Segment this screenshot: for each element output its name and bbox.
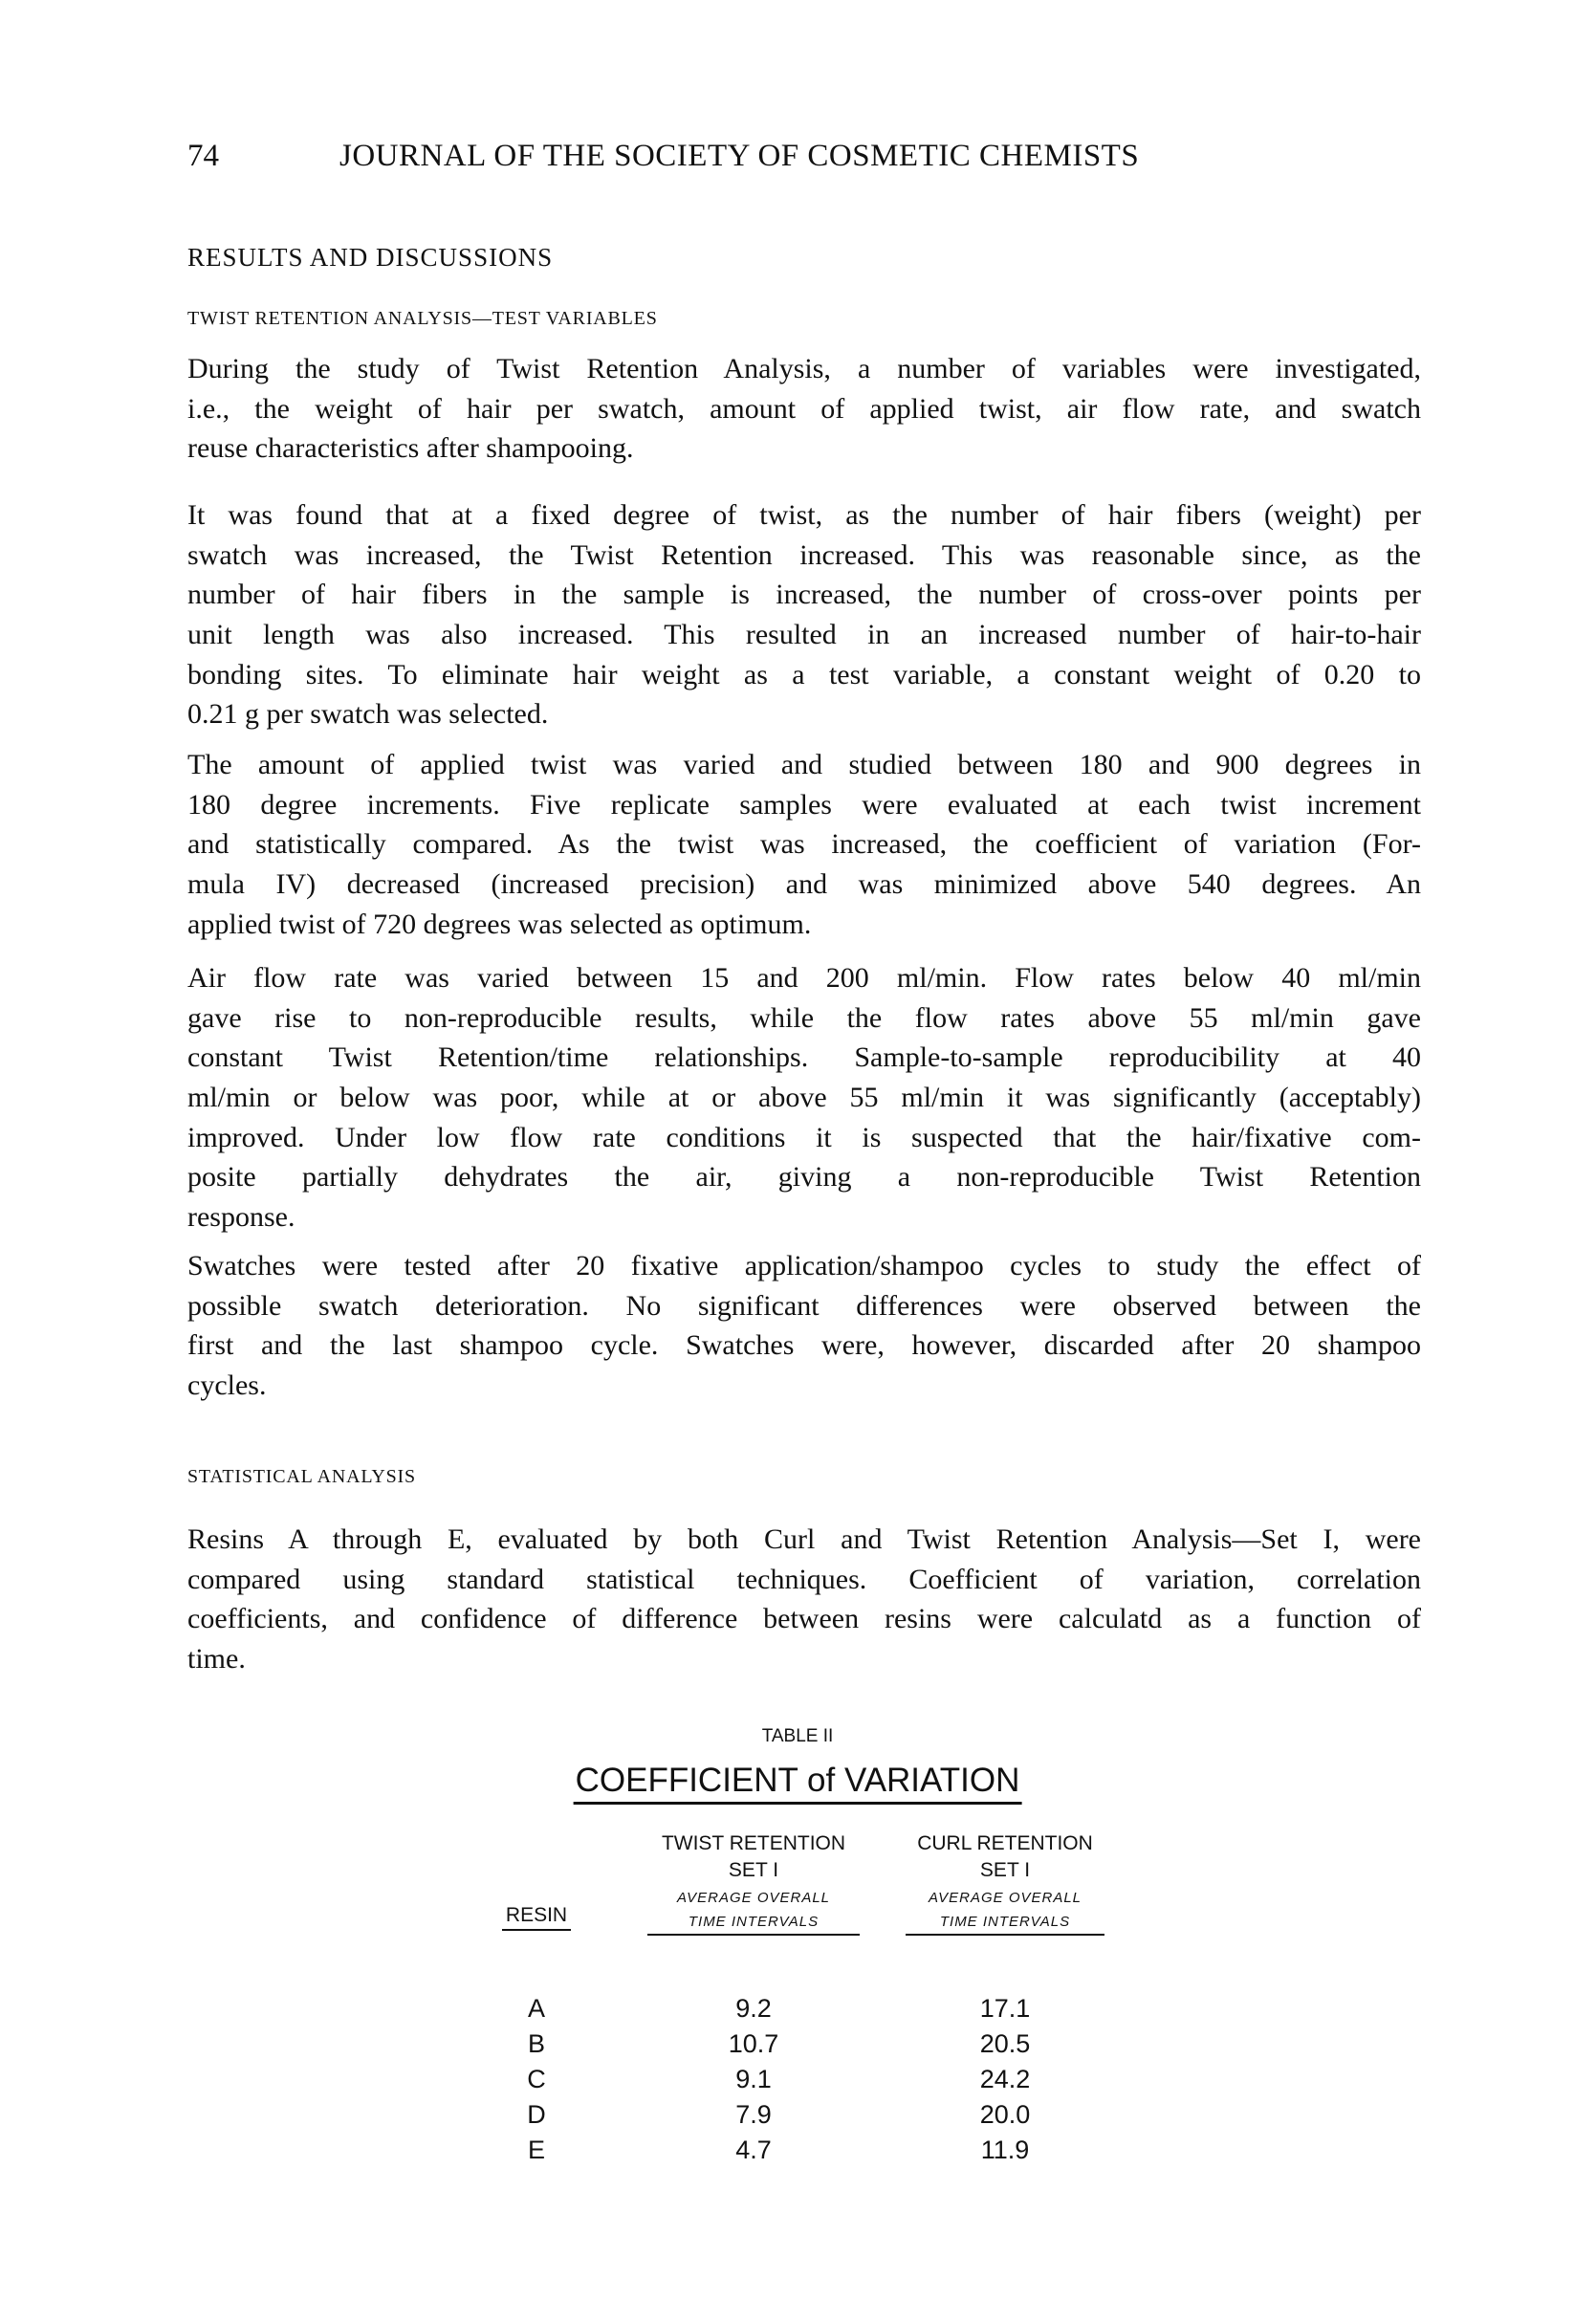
subheader-line: TIME INTERVALS — [688, 1914, 820, 1930]
table-cell-resin: A — [527, 1994, 546, 2023]
paragraph-line: time. — [187, 1643, 246, 1676]
header-line: CURL RETENTION — [917, 1832, 1093, 1854]
table-cell-curl: 24.2 — [979, 2065, 1031, 2093]
paragraph-line: 0.21 g per swatch was selected. — [187, 698, 549, 731]
table-cell-curl: 20.5 — [979, 2029, 1031, 2058]
table-cell-curl: 20.0 — [979, 2100, 1031, 2129]
paragraph-line: bonding sites. To eliminate hair weight as a test variable, a constant weight of 0.20 to — [187, 658, 1421, 690]
paragraph-line: compared using standard statistical techniques. Coefficient of variation, correlation — [187, 1563, 1421, 1595]
paragraph-line: During the study of Twist Retention Analysis, a number of variables were investigated, — [187, 353, 1421, 384]
paragraph-line: It was found that at a fixed degree of twist, as the number of hair fibers (weight) per — [187, 499, 1421, 531]
subheader-line: AVERAGE OVERALL — [676, 1890, 831, 1906]
paragraph-line: posite partially dehydrates the air, giving a non-reproducible Twist Retention — [187, 1161, 1421, 1194]
paragraph-line: and statistically compared. As the twist was increased, the coefficient of variation (For- — [187, 828, 1421, 861]
table-cell-twist: 7.9 — [735, 2100, 772, 2129]
paragraph-line: first and the last shampoo cycle. Swatches were, however, discarded after 20 shampoo — [187, 1329, 1421, 1362]
table-cell-curl: 11.9 — [980, 2136, 1030, 2164]
paragraph-line: unit length was also increased. This resulted in an increased number of hair-to-hair — [187, 619, 1421, 651]
table-cell-curl: 17.1 — [979, 1994, 1031, 2023]
column-subheader-curl — [906, 1886, 1104, 1936]
paragraph-line: 180 degree increments. Five replicate samples were evaluated at each twist increment — [187, 788, 1421, 821]
paragraph-line: constant Twist Retention/time relationships. Sample-to-sample reproducibility at 40 — [187, 1041, 1421, 1074]
subsection-title-statistical-analysis: STATISTICAL ANALYSIS — [187, 1466, 416, 1487]
paragraph-line: improved. Under low flow rate conditions it is suspected that the hair/fixative com- — [187, 1121, 1421, 1153]
paragraph-line: swatch was increased, the Twist Retention increased. This was reasonable since, as the — [187, 538, 1421, 571]
paragraph-line: ml/min or below was poor, while at or above 55 ml/min it was significantly (acceptably) — [187, 1082, 1421, 1114]
paragraph-line: response. — [187, 1201, 295, 1234]
paragraph-line: applied twist of 720 degrees was selected as optimum. — [187, 908, 812, 940]
table-title: COEFFICIENT of VARIATION — [574, 1762, 1022, 1805]
table-cell-resin: C — [527, 2065, 546, 2093]
header-line: TWIST RETENTION — [661, 1832, 846, 1854]
subsection-title-test-variables: TWIST RETENTION ANALYSIS—TEST VARIABLES — [187, 308, 658, 329]
section-title: RESULTS AND DISCUSSIONS — [187, 243, 554, 272]
subheader-line: AVERAGE OVERALL — [928, 1890, 1082, 1906]
table-caption: TABLE II — [761, 1726, 834, 1746]
column-subheader-twist — [647, 1886, 860, 1936]
table-cell-resin: B — [527, 2029, 546, 2058]
paragraph-line: Resins A through E, evaluated by both Curl and Twist Retention Analysis—Set I, were — [187, 1523, 1421, 1555]
paragraph — [187, 495, 1421, 734]
paragraph-line: i.e., the weight of hair per swatch, amount of applied twist, air flow rate, and swatch — [187, 392, 1421, 425]
header-line: SET I — [979, 1859, 1031, 1881]
paragraph — [187, 349, 1421, 469]
paragraph-line: possible swatch deterioration. No significant differences were observed between the — [187, 1289, 1421, 1322]
paragraph-line: The amount of applied twist was varied and studied between 180 and 900 degrees in — [187, 749, 1421, 780]
paragraph — [187, 1246, 1421, 1406]
column-header-twist — [662, 1830, 845, 1884]
column-header-resin: RESIN — [502, 1902, 571, 1931]
column-header-curl — [917, 1830, 1093, 1884]
paragraph-line: cycles. — [187, 1369, 267, 1402]
paragraph — [187, 745, 1421, 944]
table-cell-twist: 9.1 — [735, 2065, 772, 2093]
paragraph-line: gave rise to non-reproducible results, while the flow rates above 55 ml/min gave — [187, 1001, 1421, 1034]
paragraph-line: reuse characteristics after shampooing. — [187, 432, 634, 465]
paragraph-line: number of hair fibers in the sample is increased, the number of cross-over points per — [187, 579, 1421, 611]
table-cell-twist: 4.7 — [735, 2136, 772, 2164]
table-cell-twist: 10.7 — [728, 2029, 779, 2058]
table-cell-resin: D — [527, 2100, 546, 2129]
paragraph — [187, 1520, 1421, 1679]
paragraph-line: Air flow rate was varied between 15 and 200 ml/min. Flow rates below 40 ml/min — [187, 962, 1421, 994]
paragraph-line: Swatches were tested after 20 fixative application/shampoo cycles to study the effect of — [187, 1250, 1421, 1281]
paragraph-line: coefficients, and confidence of difference between resins were calculatd as a function of — [187, 1603, 1421, 1635]
page-number: 74 — [187, 139, 219, 173]
table-cell-twist: 9.2 — [735, 1994, 772, 2023]
header-line: SET I — [728, 1859, 779, 1881]
journal-title: JOURNAL OF THE SOCIETY OF COSMETIC CHEMISTS — [339, 139, 1140, 173]
table-cell-resin: E — [527, 2136, 546, 2164]
subheader-line: TIME INTERVALS — [939, 1914, 1071, 1930]
paragraph — [187, 958, 1421, 1238]
paragraph-line: mula IV) decreased (increased precision) and was minimized above 540 degrees. An — [187, 868, 1421, 901]
